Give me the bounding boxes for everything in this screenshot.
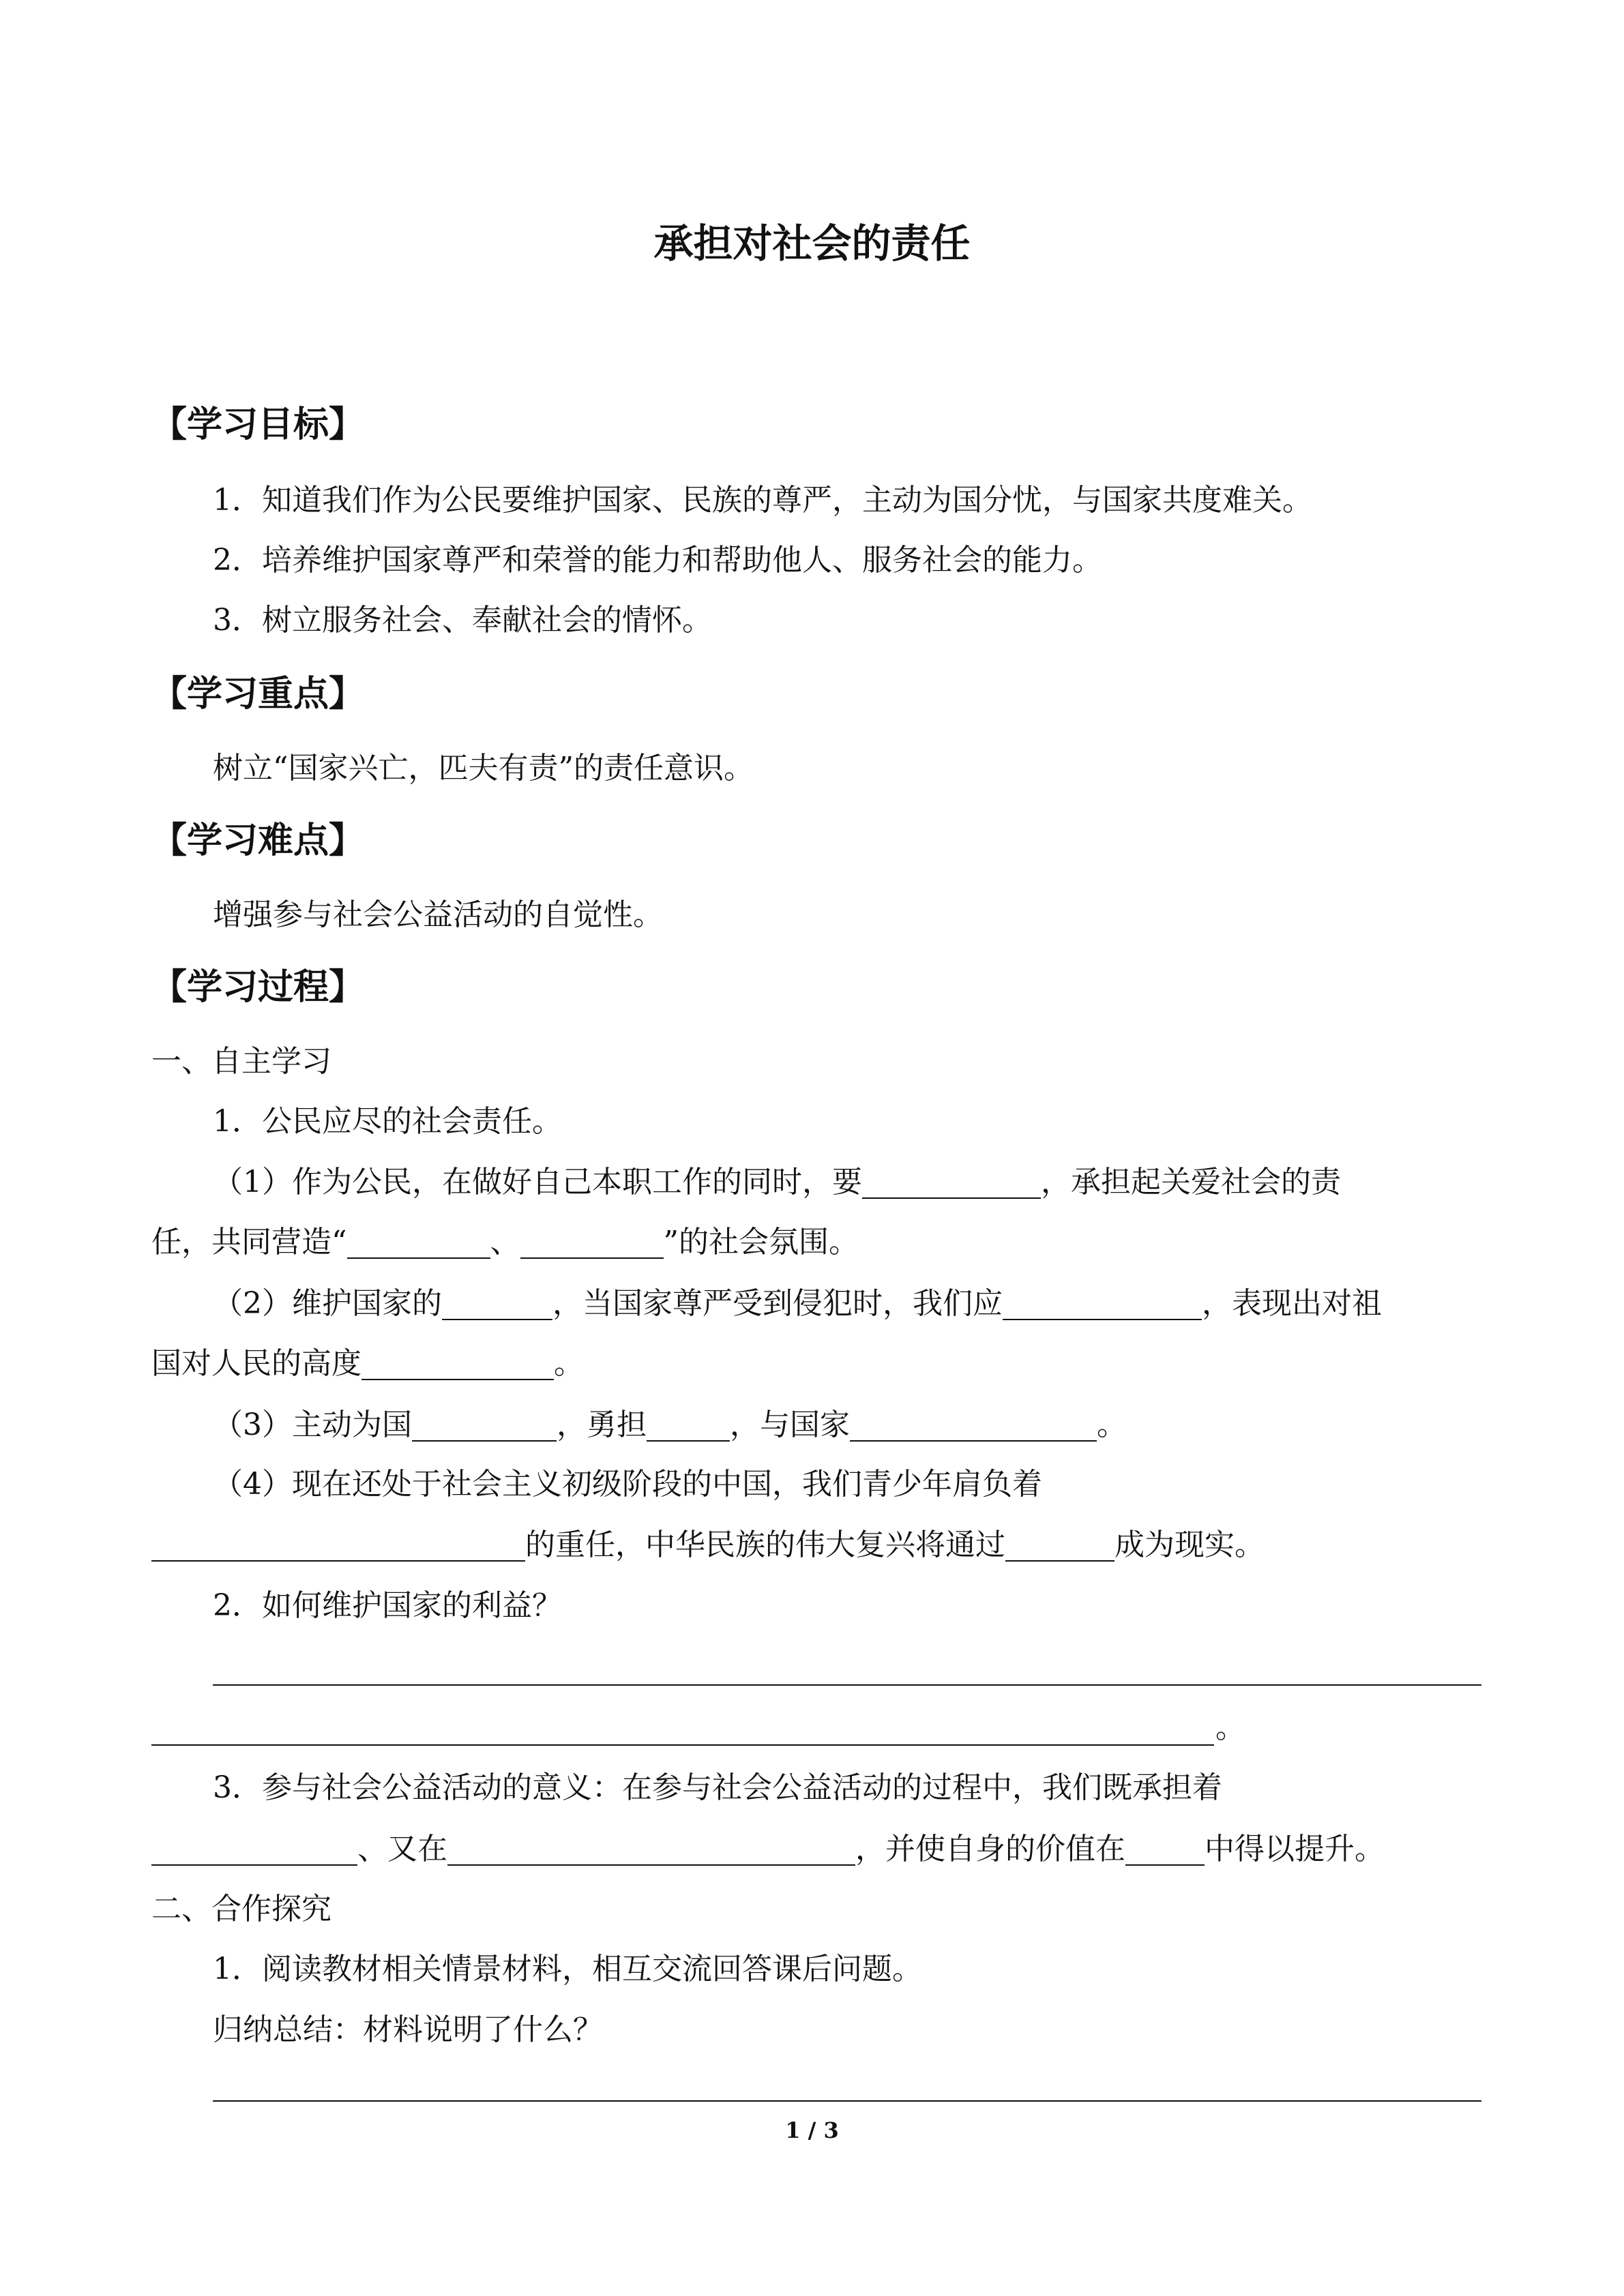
item2-text-a: （2）维护国家的: [213, 1286, 442, 1321]
q3-text-c: ，并使自身的价值在: [855, 1832, 1125, 1866]
item2-line1: [213, 1286, 1382, 1321]
answer-line-2[interactable]: [151, 1744, 1214, 1746]
section1-q3-line2: [151, 1834, 1385, 1866]
q3-text-d: 中得以提升。: [1205, 1832, 1385, 1866]
item4-line1: （4）现在还处于社会主义初级阶段的中国，我们青少年肩负着: [213, 1467, 1042, 1502]
focus-text: 树立“国家兴亡，匹夫有责”的责任意识。: [213, 751, 754, 786]
item2-line2: [151, 1346, 584, 1381]
heading-difficulty: 【学习难点】: [151, 820, 365, 861]
blank-7[interactable]: [412, 1410, 557, 1442]
item4-line2: [151, 1527, 1265, 1562]
section2-q1: 1．阅读教材相关情景材料，相互交流回答课后问题。: [213, 1952, 922, 1986]
item2-text-d: 国对人民的高度: [151, 1346, 361, 1381]
item3-text-d: 。: [1097, 1407, 1127, 1442]
blank-6[interactable]: [361, 1349, 554, 1380]
item2-text-b: ，当国家尊严受到侵犯时，我们应: [552, 1286, 1003, 1321]
item1-line1: [213, 1167, 1341, 1199]
blank-1[interactable]: [862, 1167, 1041, 1199]
goal-2: 2．培养维护国家尊严和荣誉的能力和帮助他人、服务社会的能力。: [213, 543, 1102, 578]
blank-14[interactable]: [1125, 1834, 1205, 1866]
section2-summary: 归纳总结：材料说明了什么？: [213, 2012, 603, 2047]
item4-text-b: 的重任，中华民族的伟大复兴将通过: [525, 1527, 1005, 1562]
blank-13[interactable]: [447, 1834, 855, 1866]
page-number: 1 / 3: [785, 2117, 839, 2143]
goal-3: 3．树立服务社会、奉献社会的情怀。: [213, 603, 712, 638]
section2-label: 二、合作探究: [151, 1892, 331, 1926]
blank-5[interactable]: [1003, 1289, 1202, 1320]
blank-10[interactable]: [151, 1530, 525, 1562]
item1-text-e: ”的社会氛围。: [663, 1225, 859, 1259]
heading-goals: 【学习目标】: [151, 404, 365, 445]
item3-line: [213, 1407, 1127, 1442]
blank-2[interactable]: [347, 1227, 490, 1259]
item1-line2: [151, 1227, 859, 1259]
item3-text-a: （3）主动为国: [213, 1407, 412, 1442]
heading-focus: 【学习重点】: [151, 674, 365, 715]
q2-period: 。: [1215, 1710, 1245, 1745]
q3-text-b: 、又在: [357, 1832, 447, 1866]
blank-11[interactable]: [1005, 1530, 1114, 1562]
item4-text-c: 成为现实。: [1114, 1527, 1265, 1562]
item1-text-d: 、: [490, 1225, 520, 1259]
section1-q3-line1: 3．参与社会公益活动的意义：在参与社会公益活动的过程中，我们既承担着: [213, 1770, 1222, 1805]
section1-q1: 1．公民应尽的社会责任。: [213, 1104, 562, 1139]
blank-8[interactable]: [647, 1410, 730, 1442]
item1-text-a: （1）作为公民，在做好自己本职工作的同时，要: [213, 1165, 862, 1199]
difficulty-text: 增强参与社会公益活动的自觉性。: [213, 897, 663, 932]
blank-3[interactable]: [520, 1227, 664, 1259]
item3-text-c: ，与国家: [730, 1407, 850, 1442]
goal-1: 1．知道我们作为公民要维护国家、民族的尊严，主动为国分忧，与国家共度难关。: [213, 483, 1312, 518]
answer-line-1[interactable]: [213, 1684, 1481, 1686]
item1-text-c: 任，共同营造“: [151, 1225, 347, 1259]
section1-label: 一、自主学习: [151, 1044, 331, 1079]
blank-4[interactable]: [442, 1289, 552, 1320]
section1-q2: 2．如何维护国家的利益？: [213, 1588, 562, 1623]
item1-text-b: ，承担起关爱社会的责: [1041, 1165, 1341, 1199]
blank-12[interactable]: [151, 1834, 357, 1866]
item2-text-c: ，表现出对祖: [1202, 1286, 1382, 1321]
heading-process: 【学习过程】: [151, 967, 365, 1008]
blank-9[interactable]: [850, 1410, 1097, 1442]
item2-text-e: 。: [554, 1346, 584, 1381]
item3-text-b: ，勇担: [557, 1407, 647, 1442]
answer-line-3[interactable]: [213, 2100, 1481, 2102]
page-title: 承担对社会的责任: [653, 220, 971, 267]
